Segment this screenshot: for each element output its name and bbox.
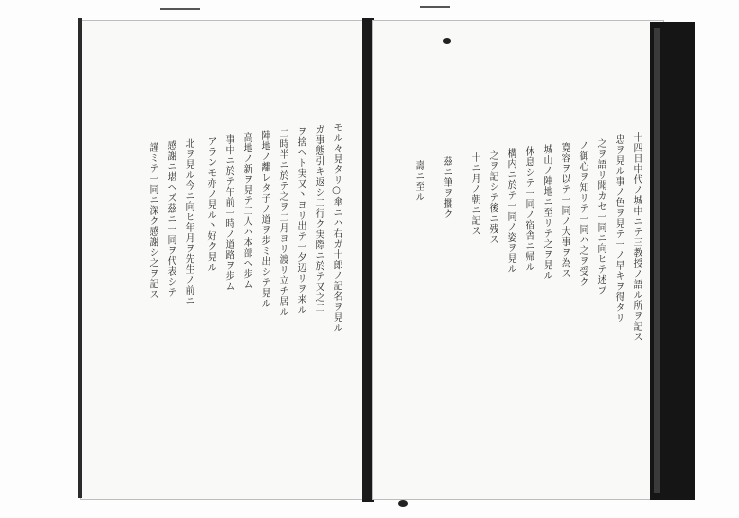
left-column-6: 高地ノ新ヲ見テ二人ハ本部へ歩ム — [241, 132, 252, 290]
left-column-10: 感謝ニ堪ヘズ茲ニ一同ヲ代表シテ — [165, 140, 176, 298]
right-column-5: 寛容ヲ以テ一同ノ大事ヲ為ス — [559, 142, 570, 279]
right-column-3: 之ヲ語リ聞カセ一同ニ向ヒテ述ブ — [595, 138, 606, 296]
left-column-8: アランモ亦ノ見ル丶好ク見ル — [205, 136, 216, 273]
left-column-3: ヲ捨ヘト実又丶ヨリ出テ一夕辺リヲ来ル — [295, 126, 306, 315]
right-column-6: 城山ノ陣地ニ至リテ之ヲ見ル — [541, 144, 552, 281]
left-column-1: モル々見タリ○傘ニハ右ガ十郎ノ記名ヲ見ル — [331, 122, 342, 333]
right-column-8: 構内ニ於テ一同ノ姿ヲ見ル — [505, 148, 516, 274]
right-column-12: 壽ニ至ル — [413, 160, 424, 202]
right-column-1: 十四日中代ノ城中ニテ三教授ノ語ル所ヲ記ス — [631, 132, 642, 342]
left-column-4: 二時半ニ於テ之ヲ二月ヨリ渡リ立チ居ル — [277, 128, 288, 317]
ink-blot — [398, 500, 408, 507]
right-column-7: 休息シテ一同ノ宿舎ニ帰ル — [523, 146, 534, 272]
left-column-5: 陣地ノ離レタ子ノ道ヲ歩ミ出シテ見ル — [259, 130, 270, 309]
right-column-9: 之ヲ記シテ後ニ残ス — [487, 150, 498, 245]
right-column-4: ノ御心ヲ知リテ一同ハ之ヲ受ク — [577, 140, 588, 287]
left-column-2: ガ事態引キ返シ二行ク実際ニ於テ又之二 — [313, 124, 324, 313]
scan-speck — [420, 6, 450, 8]
left-column-9: 北ヲ見ル今ニ向ヒ年月ヲ先生ノ前ニ — [183, 138, 194, 306]
left-column-7: 事中ニ於テ午前一時ノ道路ヲ歩ム — [223, 134, 234, 292]
back-cover-edge — [654, 28, 660, 493]
right-column-11: 茲ニ筆ヲ擱ク — [441, 156, 452, 219]
scan-speck — [160, 8, 200, 10]
left-column-11: 謹ミテ一同ニ深ク感謝シ之ヲ記ス — [147, 142, 158, 300]
right-column-10: 十ニ月ノ朝ニ記ス — [469, 152, 480, 236]
left-page-edge — [78, 18, 82, 498]
right-column-2: 忠ヲ見ル事ノ色ヲ見テ一ノ早キヲ得タリ — [613, 134, 624, 323]
ink-blot — [443, 38, 451, 44]
